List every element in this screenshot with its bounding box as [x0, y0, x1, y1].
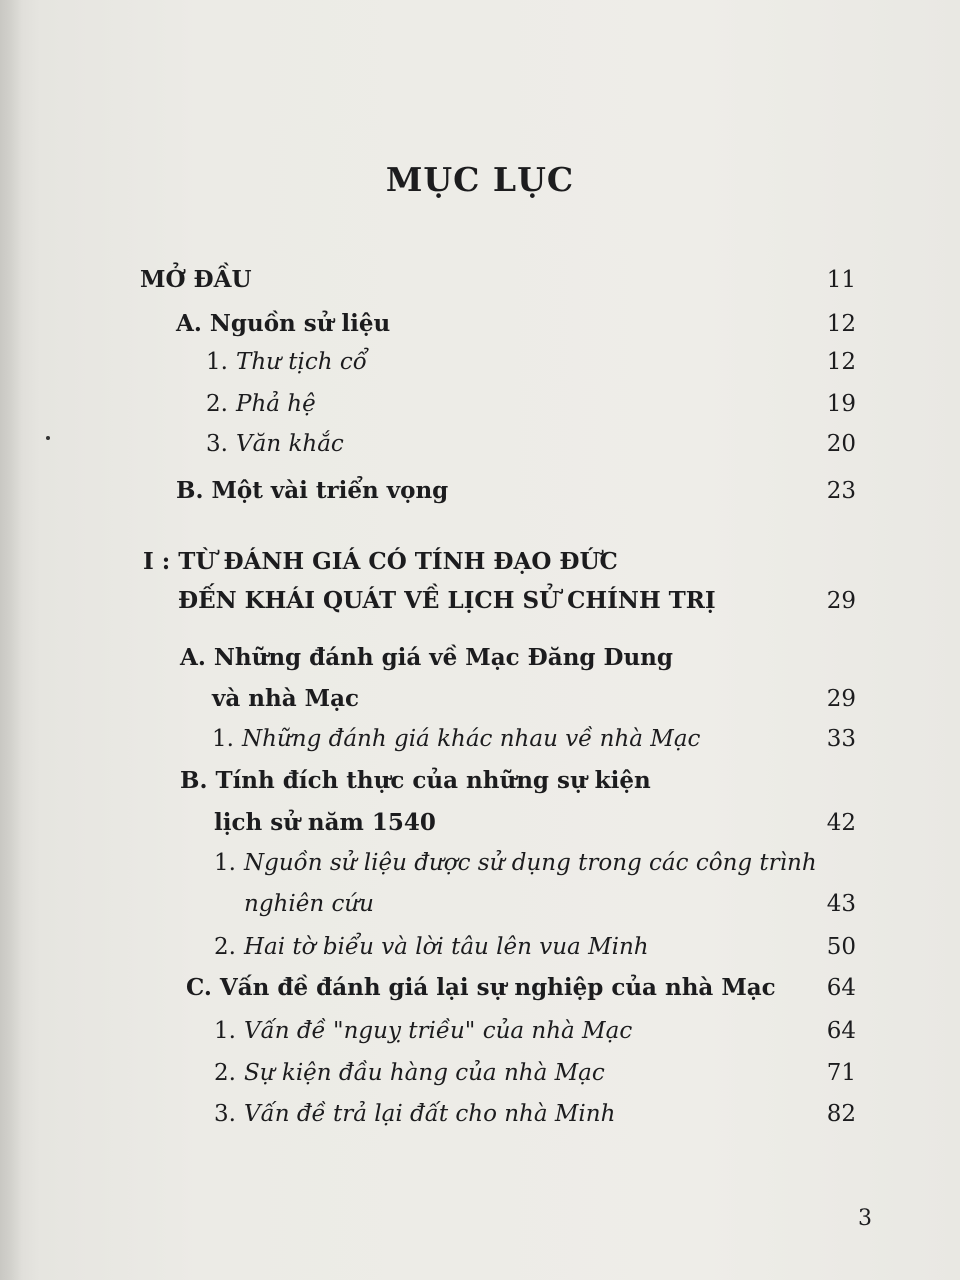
- toc-entry[interactable]: [0, 309, 960, 349]
- toc-entry-page: 20: [826, 431, 856, 457]
- toc-entry[interactable]: [0, 347, 960, 387]
- toc-entry-number: 1.: [214, 850, 236, 876]
- toc-entry-label: Hai tờ biểu và lời tâu lên vua Minh: [244, 934, 649, 960]
- toc-entry[interactable]: [0, 1099, 960, 1139]
- toc-entry-page: 12: [826, 311, 856, 337]
- toc-entry[interactable]: [0, 429, 960, 469]
- toc-entry-label: Nguồn sử liệu được sử dụng trong các công trình: [244, 850, 817, 876]
- toc-entry-label: I : TỪ ĐÁNH GIÁ CÓ TÍNH ĐẠO ĐỨC: [143, 548, 618, 575]
- toc-entry-page: 19: [826, 391, 856, 417]
- toc-entry-page: 23: [826, 478, 856, 504]
- toc-entry-label: lịch sử năm 1540: [214, 809, 436, 836]
- toc-entry[interactable]: [0, 932, 960, 972]
- toc-entry-page: 64: [826, 975, 856, 1001]
- toc-entry-page: 33: [826, 726, 856, 752]
- toc-entry-page: 50: [826, 934, 856, 960]
- toc-entry-label: C. Vấn đề đánh giá lại sự nghiệp của nhà Mạc: [186, 974, 776, 1001]
- toc-entry-label: ĐẾN KHÁI QUÁT VỀ LỊCH SỬ CHÍNH TRỊ: [178, 587, 716, 614]
- toc-entry[interactable]: [0, 724, 960, 764]
- toc-entry-page: 42: [826, 810, 856, 836]
- toc-chapter-heading[interactable]: [0, 586, 960, 626]
- toc-entry-number: 1.: [206, 349, 228, 375]
- toc-entry-number: 2.: [206, 391, 228, 417]
- toc-entry-page: 82: [826, 1101, 856, 1127]
- toc-entry-page: 12: [826, 349, 856, 375]
- toc-entry[interactable]: [0, 1016, 960, 1056]
- toc-entry[interactable]: [0, 643, 960, 683]
- toc-entry-label: MỞ ĐẦU: [140, 266, 252, 293]
- toc-entry-label: Thư tịch cổ: [236, 349, 367, 375]
- toc-entry-label: Vấn đề trả lại đất cho nhà Minh: [244, 1101, 616, 1127]
- toc-entry[interactable]: [0, 766, 960, 806]
- toc-entry[interactable]: [0, 684, 960, 724]
- toc-entry-label: A. Nguồn sử liệu: [176, 310, 391, 337]
- toc-entry-number: 2.: [214, 1060, 236, 1086]
- toc-entry-label: B. Một vài triển vọng: [176, 477, 449, 504]
- toc-entry[interactable]: [0, 848, 960, 888]
- toc-entry-number: 3.: [214, 1101, 236, 1127]
- toc-entry-label: Sự kiện đầu hàng của nhà Mạc: [244, 1060, 605, 1086]
- toc-entry-number: 1.: [214, 1018, 236, 1044]
- toc-entry[interactable]: [0, 476, 960, 516]
- toc-entry-number: 3.: [206, 431, 228, 457]
- toc-entry-label: B. Tính đích thực của những sự kiện: [180, 767, 651, 794]
- toc-entry-label: Văn khắc: [236, 431, 344, 457]
- toc-entry-label: Những đánh giá khác nhau về nhà Mạc: [242, 726, 701, 752]
- toc-entry-label: và nhà Mạc: [212, 685, 359, 712]
- toc-entry-number: 1.: [212, 726, 234, 752]
- toc-entry[interactable]: [0, 889, 960, 929]
- toc-entry[interactable]: [0, 808, 960, 848]
- toc-entry-label: nghiên cứu: [244, 891, 374, 917]
- toc-entry[interactable]: [0, 389, 960, 429]
- toc-entry-label: Vấn đề "nguỵ triều" của nhà Mạc: [244, 1018, 633, 1044]
- toc-entry-page: 71: [826, 1060, 856, 1086]
- toc-entry-label: A. Những đánh giá về Mạc Đăng Dung: [180, 644, 673, 671]
- toc-entry-page: 11: [826, 267, 856, 293]
- page-title: MỤC LỤC: [385, 160, 575, 199]
- toc-entry-page: 29: [826, 686, 856, 712]
- toc-entry[interactable]: [0, 1058, 960, 1098]
- toc-chapter-heading[interactable]: [0, 547, 960, 587]
- toc-entry[interactable]: [0, 265, 960, 305]
- toc-entry-page: 43: [826, 891, 856, 917]
- toc-entry-number: 2.: [214, 934, 236, 960]
- toc-entry[interactable]: [0, 973, 960, 1013]
- toc-entry-page: 64: [826, 1018, 856, 1044]
- page-number: 3: [858, 1206, 872, 1231]
- toc-entry-page: 29: [826, 588, 856, 614]
- toc-entry-label: Phả hệ: [236, 391, 316, 417]
